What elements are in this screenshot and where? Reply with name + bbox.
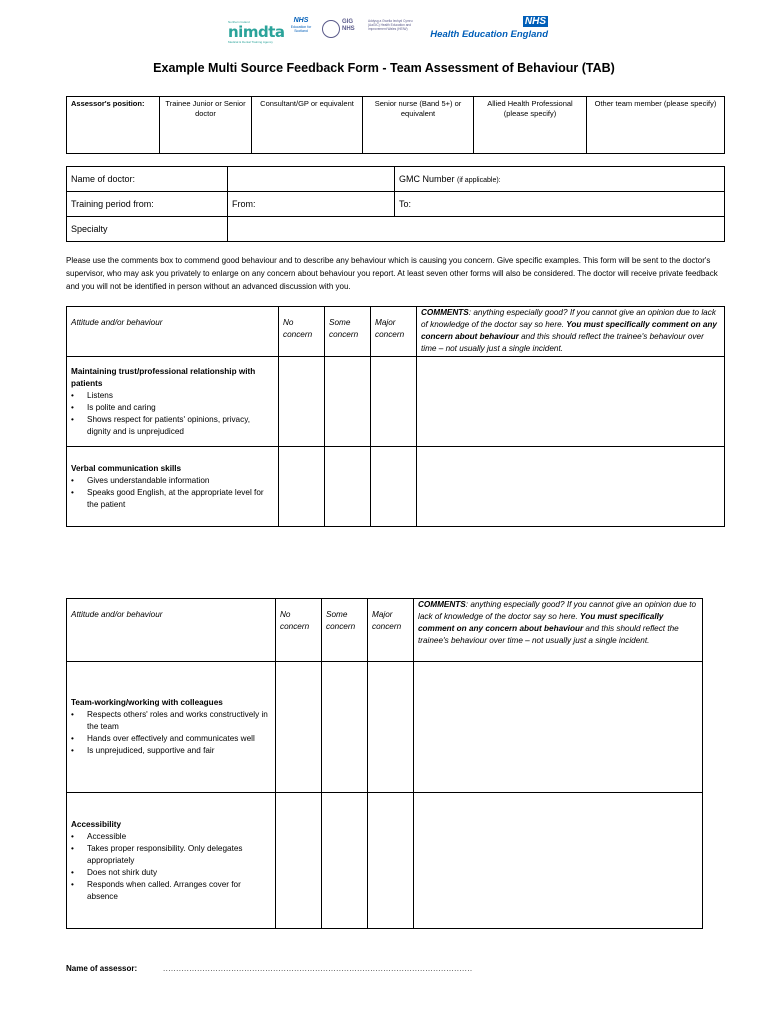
comments-header: COMMENTS: anything especially good? If you cannot give an opinion due to lack of knowledge of the doctor say so here. You must specifically comment on any concern about behaviour and this should reflect the trainee's behaviour over time – not usually just a single incident. [414, 599, 703, 662]
doctor-info-table [66, 166, 725, 242]
section-trust: Maintaining trust/professional relationship with patients • Listens • Is polite and caring • Shows respect for patients' opinions, privacy, dignity and is unprejudiced [67, 357, 279, 447]
some-concern-header: Some concern [322, 599, 368, 662]
attitude-header: Attitude and/or behaviour [67, 307, 279, 357]
name-of-assessor-label: Name of assessor: [66, 964, 138, 973]
list-item: • Is unprejudiced, supportive and fair [87, 745, 271, 757]
major-concern-header: Major concern [368, 599, 414, 662]
access-some-concern-cell[interactable] [322, 793, 368, 929]
team-no-concern-cell[interactable] [276, 662, 322, 793]
list-item: • Accessible [87, 831, 271, 843]
assessor-option-ahp[interactable]: Allied Health Professional (please specify) [474, 97, 587, 154]
no-concern-header: No concern [276, 599, 322, 662]
heiw-logo: GIG NHS Addysg a Gwella Iechyd Cymru (AaGIC) Health Education and Improvement Wales (HEIW) [322, 17, 422, 43]
page-title: Example Multi Source Feedback Form - Team Assessment of Behaviour (TAB) [153, 61, 615, 75]
specialty-field[interactable] [228, 217, 725, 242]
section-team-working: Team-working/working with colleagues • Respects others' roles and works constructively in the team • Hands over effectively and communicates well • Is unprejudiced, supportive and fair [67, 662, 276, 793]
behaviour-table-2 [66, 598, 703, 929]
comments-header: COMMENTS: anything especially good? If you cannot give an opinion due to lack of knowledge of the doctor say so here. You must specifically comment on any concern about behaviour and this should reflect the trainee's behaviour over time – not usually just a single incident. [417, 307, 725, 357]
name-of-doctor-field[interactable] [228, 167, 395, 192]
gmc-number-label: GMC Number [399, 174, 455, 184]
training-to-field[interactable]: To: [395, 192, 725, 217]
verbal-major-concern-cell[interactable] [371, 447, 417, 527]
some-concern-header: Some concern [325, 307, 371, 357]
gmc-number-field[interactable] [395, 167, 725, 192]
verbal-no-concern-cell[interactable] [279, 447, 325, 527]
access-no-concern-cell[interactable] [276, 793, 322, 929]
trust-some-concern-cell[interactable] [325, 357, 371, 447]
list-item: • Listens [87, 390, 274, 402]
attitude-header: Attitude and/or behaviour [67, 599, 276, 662]
assessor-position-table [66, 96, 725, 154]
list-item: • Responds when called. Arranges cover for absence [87, 879, 271, 903]
major-concern-header: Major concern [371, 307, 417, 357]
list-item: • Shows respect for patients' opinions, privacy, dignity and is unprejudiced [87, 414, 274, 438]
instructions-paragraph: Please use the comments box to commend good behaviour and to describe any behaviour which is causing you concern. Give specific examples. This form will be sent to the doctor's supervisor, who may ask you privately to enlarge on any concern about behaviour you report. At least seven other forms will also be considered. The doctor will receive private feedback and you will not be identified in person without an advanced discussion with you. [66, 256, 718, 291]
specialty-label: Specialty [67, 217, 228, 242]
assessor-option-other[interactable]: Other team member (please specify) [587, 97, 725, 154]
list-item: • Does not shirk duty [87, 867, 271, 879]
trust-no-concern-cell[interactable] [279, 357, 325, 447]
gmc-number-note: (if applicable): [457, 177, 501, 184]
training-period-label: Training period from: [67, 192, 228, 217]
list-item: • Is polite and caring [87, 402, 274, 414]
nes-logo: NHS Education for Scotland [290, 17, 312, 33]
assessor-position-label: Assessor's position: [67, 97, 160, 154]
team-some-concern-cell[interactable] [322, 662, 368, 793]
list-item: • Respects others' roles and works constructively in the team [87, 709, 271, 733]
nimdta-logo: Northern Ireland nimdta Medical & Dental Training Agency [228, 20, 285, 44]
team-major-concern-cell[interactable] [368, 662, 414, 793]
assessor-option-senior-nurse[interactable]: Senior nurse (Band 5+) or equivalent [363, 97, 474, 154]
verbal-some-concern-cell[interactable] [325, 447, 371, 527]
team-comments-cell[interactable] [414, 662, 703, 793]
list-item: • Speaks good English, at the appropriate level for the patient [87, 487, 274, 511]
access-comments-cell[interactable] [414, 793, 703, 929]
trust-major-concern-cell[interactable] [371, 357, 417, 447]
list-item: • Takes proper responsibility. Only delegates appropriately [87, 843, 271, 867]
name-of-doctor-label: Name of doctor: [67, 167, 228, 192]
trust-comments-cell[interactable] [417, 357, 725, 447]
hee-logo: NHS Health Education England [430, 16, 548, 40]
no-concern-header: No concern [279, 307, 325, 357]
name-of-assessor-field[interactable]: ...................................................................................................................... [163, 964, 473, 973]
section-accessibility: Accessibility • Accessible • Takes proper responsibility. Only delegates appropriately • Does not shirk duty • Responds when called. Arranges cover for absence [67, 793, 276, 929]
training-from-field[interactable]: From: [228, 192, 395, 217]
behaviour-table-1 [66, 306, 725, 527]
verbal-comments-cell[interactable] [417, 447, 725, 527]
list-item: • Hands over effectively and communicates well [87, 733, 271, 745]
section-verbal-communication: Verbal communication skills • Gives understandable information • Speaks good English, at the appropriate level for the patient [67, 447, 279, 527]
heiw-circle-icon [322, 20, 340, 38]
list-item: • Gives understandable information [87, 475, 274, 487]
assessor-option-trainee[interactable]: Trainee Junior or Senior doctor [160, 97, 252, 154]
assessor-option-consultant[interactable]: Consultant/GP or equivalent [252, 97, 363, 154]
access-major-concern-cell[interactable] [368, 793, 414, 929]
logo-strip [226, 16, 556, 46]
